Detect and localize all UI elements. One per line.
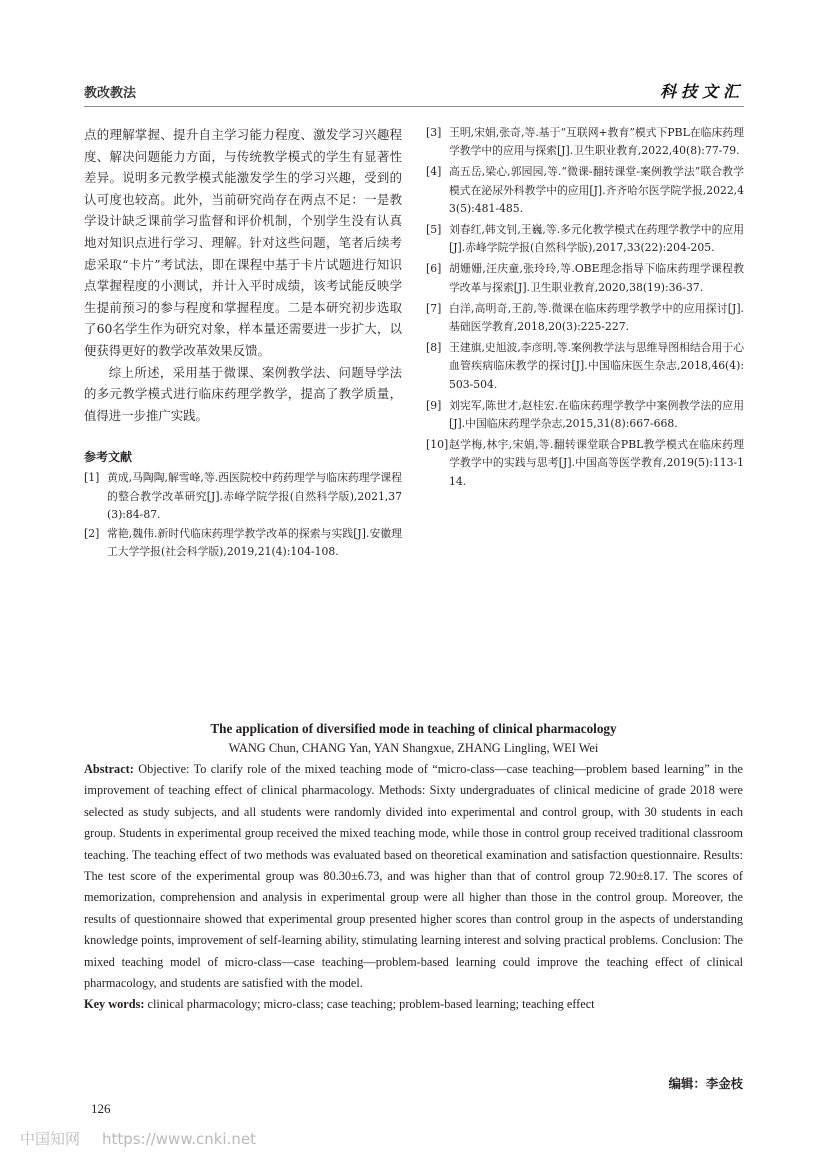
reference-text: 刘春红,韩文钊,王巍,等.多元化教学模式在药理学教学中的应用[J].赤峰学院学报(自然科学版),2017,33(22):204-205. — [449, 223, 744, 255]
reference-number: [8] — [426, 341, 442, 355]
reference-text: 王建旗,史旭波,李彦明,等.案例教学法与思维导图相结合用于心血管疾病临床教学的探讨[J].中国临床医生杂志,2018,46(4):503-504. — [449, 341, 744, 391]
watermark-site-name: 中国知网 — [20, 1130, 81, 1148]
reference-text: 常艳,魏伟.新时代临床药理学教学改革的探索与实践[J].安徽理工大学学报(社会科学版),2019,21(4):104-108. — [107, 526, 402, 559]
english-title: The application of diversified mode in teaching of clinical pharmacology — [210, 721, 617, 736]
reference-text: 赵学梅,林宇,宋娟,等.翻转课堂联合PBL教学模式在临床药理学教学中的实践与思考[J].中国高等医学教育,2019(5):113-114. — [449, 438, 744, 488]
body-paragraph: 点的理解掌握、提升自主学习能力程度、激发学习兴趣程度、解决问题能力方面，与传统教学模式的学生有显著性差异。说明多元教学模式能激发学生的学习兴趣，受到的认可度也较高。此外，当前研究尚存在两点不足：一是教学设计缺乏课前学习监督和评价机制，个别学生没有认真地对知识点进行学习、理解。针对这些问题，笔者后续考虑采取“卡片”考试法，即在课程中基于卡片试题进行知识点掌握程度的小测试，并计入平时成绩，该考试能反映学生提前预习的参与程度和掌握程度。二是本研究初步选取了60名学生作为研究对象，样本量还需要进一步扩大，以便获得更好的教学改革效果反馈。 — [84, 127, 402, 358]
journal-logo: 科技文汇 — [659, 82, 744, 101]
reference-item — [84, 525, 402, 561]
reference-item — [426, 260, 744, 296]
reference-list-right — [426, 124, 744, 491]
reference-text: 胡姗姗,汪庆童,张玲玲,等.OBE理念指导下临床药理学课程教学改革与探索[J].卫生职业教育,2020,38(19):36-37. — [449, 262, 744, 294]
reference-number: [7] — [426, 301, 442, 315]
reference-text: 高五岳,梁心,郭园园,等.“微课-翻转课堂-案例教学法”联合教学模式在泌尿外科教学中的应用[J].齐齐哈尔医学院学报,2022,43(5):481-485. — [449, 165, 744, 215]
reference-text: 白洋,高明奇,王韵,等.微课在临床药理学教学中的应用探讨[J].基础医学教育,2018,20(3):225-227. — [449, 301, 744, 334]
section-name: 教改教法 — [84, 86, 137, 101]
english-authors: WANG Chun, CHANG Yan, YAN Shangxue, ZHANG Lingling, WEI Wei — [228, 741, 599, 755]
reference-text: 刘宪军,陈世才,赵桂宏.在临床药理学教学中案例教学法的应用[J].中国临床药理学杂志,2015,31(8):667-668. — [449, 398, 744, 431]
editor-credit: 编辑：李金枝 — [668, 1076, 743, 1091]
english-abstract-block — [84, 720, 743, 1014]
reference-item — [426, 124, 744, 160]
english-abstract — [84, 759, 743, 994]
reference-number: [4] — [426, 165, 442, 179]
right-column — [426, 124, 744, 494]
reference-item — [426, 300, 744, 336]
reference-text: 王明,宋娟,张奇,等.基于“互联网+教育”模式下PBL在临床药理学教学中的应用与探索[J].卫生职业教育,2022,40(8):77-79. — [449, 126, 744, 158]
page-header — [84, 82, 744, 104]
reference-number: [2] — [84, 526, 100, 540]
reference-number: [9] — [426, 398, 442, 412]
reference-number: [3] — [426, 126, 442, 139]
keywords-text: clinical pharmacology; micro-class; case teaching; problem-based learning; teaching effect — [144, 997, 595, 1012]
left-column — [84, 124, 402, 562]
reference-item — [426, 221, 744, 257]
reference-number: [1] — [84, 471, 100, 485]
cnki-watermark — [20, 1128, 278, 1149]
reference-item — [426, 397, 744, 433]
body-paragraph-conclusion: 综上所述，采用基于微课、案例教学法、问题导学法的多元教学模式进行临床药理学教学，提高了教学质量，值得进一步推广实践。 — [84, 364, 402, 423]
page-number: 126 — [91, 1101, 111, 1116]
reference-text: 黄成,马陶陶,解雪峰,等.西医院校中药药理学与临床药理学课程的整合教学改革研究[J].赤峰学院学报(自然科学版),2021,37(3):84-87. — [107, 471, 402, 521]
header-divider — [84, 106, 744, 107]
reference-item — [426, 436, 744, 491]
reference-item — [426, 339, 744, 394]
reference-number: [5] — [426, 223, 442, 237]
abstract-label: Abstract: — [84, 762, 134, 776]
reference-number: [10] — [426, 438, 449, 452]
abstract-text: Objective: To clarify role of the mixed teaching mode of “micro-class—case teaching—problem based learning” in the improvement of teaching effect of clinical pharmacology. Methods: Sixty undergraduates of clinical medicine of grade 2018 were selected as study subjects, and all students were randomly divided into experimental and control group, with 30 students in each group. Students in experimental group received the mixed teaching mode, while those in control group received traditional classroom teaching. The teaching effect of two methods was evaluated based on theoretical examination and satisfaction questionnaire. Results: The test score of the experimental group was 80.30±6.73, and was higher than that of control group 72.90±8.17. The scores of memorization, comprehension and analysis in experimental group were all higher than those in the control group. Moreover, the results of questionnaire showed that experimental group presented higher scores than control group in the aspects of understanding knowledge points, improvement of self-learning ability, stimulating learning interest and solving practical problems. Conclusion: The mixed teaching model of micro-class—case teaching—problem-based learning could improve the teaching effect of clinical pharmacology, and students are satisfied with the model. — [84, 762, 743, 991]
keywords-label: Key words: — [84, 997, 145, 1012]
watermark-url: https://www.cnki.net — [102, 1130, 256, 1148]
references-heading: 参考文献 — [84, 450, 133, 465]
reference-list-left — [84, 469, 402, 561]
reference-item — [426, 163, 744, 218]
reference-item — [84, 469, 402, 524]
reference-number: [6] — [426, 262, 442, 276]
english-keywords — [84, 994, 743, 1014]
